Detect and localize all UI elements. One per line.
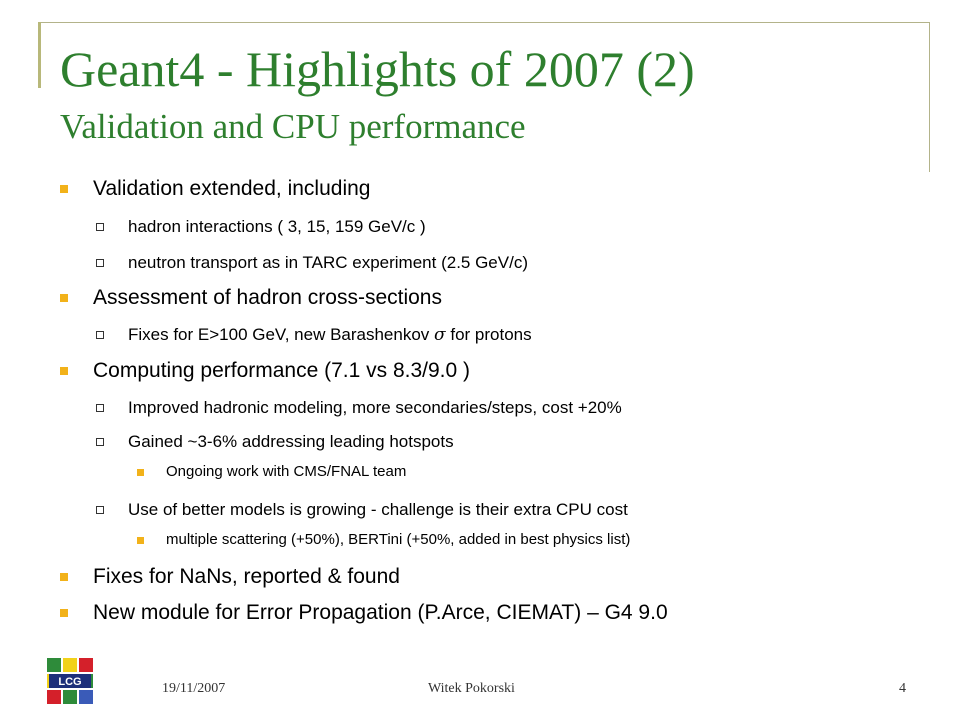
- hollow-square-bullet-icon: [96, 259, 104, 267]
- sub-bullet-text-before: Fixes for E>100 GeV, new Barashenkov: [128, 325, 435, 344]
- sub-bullet-item: Gained ~3-6% addressing leading hotspots: [128, 432, 454, 451]
- bullet-square-icon: [60, 573, 68, 581]
- bullet-item: Computing performance (7.1 vs 8.3/9.0 ): [93, 359, 471, 382]
- sub-bullet-item: Improved hadronic modeling, more secondaries/steps, cost +20%: [128, 398, 622, 417]
- hollow-square-bullet-icon: [96, 506, 104, 514]
- slide-title: Geant4 - Highlights of 2007 (2): [60, 41, 695, 97]
- bullet-item: Fixes for NaNs, reported & found: [93, 565, 400, 588]
- footer-author: Witek Pokorski: [428, 681, 515, 696]
- bullet-square-icon: [60, 294, 68, 302]
- bullet-square-icon: [60, 367, 68, 375]
- bullet-item: New module for Error Propagation (P.Arce, CIEMAT) – G4 9.0: [93, 601, 668, 624]
- bullet-square-icon: [60, 185, 68, 193]
- page-number: 4: [899, 681, 906, 696]
- sub-sub-bullet-item: Ongoing work with CMS/FNAL team: [166, 463, 407, 480]
- sub-sub-bullet-item: multiple scattering (+50%), BERTini (+50%, added in best physics list): [166, 531, 631, 548]
- sub-bullet-item: neutron transport as in TARC experiment (2.5 GeV/c): [128, 253, 528, 272]
- sub-bullet-item: Use of better models is growing - challenge is their extra CPU cost: [128, 500, 628, 519]
- logo-text: LCG: [58, 676, 82, 688]
- bullet-item: Validation extended, including: [93, 177, 371, 200]
- small-square-bullet-icon: [137, 469, 144, 476]
- sub-bullet-item: hadron interactions ( 3, 15, 159 GeV/c ): [128, 217, 426, 236]
- sub-bullet-item: [128, 324, 532, 346]
- hollow-square-bullet-icon: [96, 223, 104, 231]
- bullet-square-icon: [60, 609, 68, 617]
- sub-bullet-text-after: for protons: [445, 325, 532, 344]
- small-square-bullet-icon: [137, 537, 144, 544]
- bullet-item: Assessment of hadron cross-sections: [93, 286, 442, 309]
- hollow-square-bullet-icon: [96, 404, 104, 412]
- hollow-square-bullet-icon: [96, 331, 104, 339]
- slide-subtitle: Validation and CPU performance: [60, 107, 526, 146]
- sigma-symbol: σ: [434, 325, 446, 345]
- hollow-square-bullet-icon: [96, 438, 104, 446]
- footer-date: 19/11/2007: [162, 681, 226, 696]
- lcg-logo: [45, 656, 95, 706]
